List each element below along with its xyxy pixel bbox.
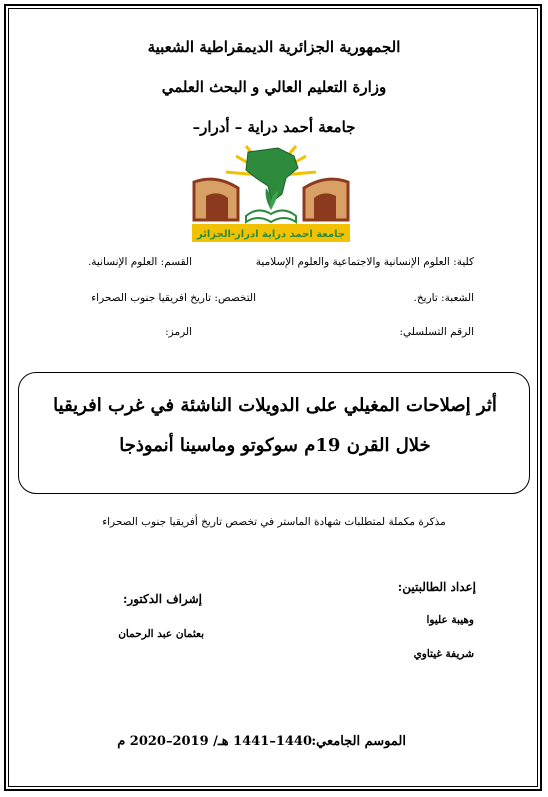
- memo-text: مذكرة مكملة لمتطلبات شهادة الماستر في تخصص تاريخ أفريقيا جنوب الصحراء: [102, 516, 446, 528]
- logo-caption: جامعة احمد دراية ادرار-الجزائر: [196, 229, 346, 240]
- left-door-icon: [206, 193, 228, 220]
- thesis-title-line-1: أثر إصلاحات المغيلي على الدويلات الناشئة في غرب افريقيا: [53, 395, 497, 416]
- ministry-heading: وزارة التعليم العالي و البحث العلمي: [161, 78, 387, 96]
- serial-field: الرقم التسلسلي:: [399, 326, 474, 338]
- supervisor-name: بعثمان عبد الرحمان: [118, 628, 204, 640]
- thesis-title-box: [18, 372, 530, 494]
- africa-icon: [246, 148, 298, 202]
- university-logo: [186, 138, 356, 246]
- specialty-field: التخصص: تاريخ افريقيا جنوب الصحراء: [91, 292, 256, 304]
- right-door-icon: [314, 193, 336, 220]
- academic-year-label: الموسم الجامعي:: [311, 734, 406, 749]
- student-name-2: شريفة غيتاوي: [413, 648, 474, 660]
- faculty-field: كلية: العلوم الإنسانية والاجتماعية والعلوم الإسلامية: [255, 256, 474, 268]
- academic-year-value: 1440–1441 هـ/ 2019–2020 م: [117, 734, 312, 749]
- book-icon: [246, 210, 296, 222]
- branch-field: الشعبة: تاريخ.: [413, 292, 474, 304]
- supervisor-label: إشراف الدكتور:: [122, 592, 202, 606]
- code-field: الرمز:: [165, 326, 192, 338]
- university-heading: جامعة أحمد دراية – أدرار–: [192, 118, 356, 136]
- republic-heading: الجمهورية الجزائرية الديمقراطية الشعبية: [147, 38, 401, 56]
- thesis-title-line-2: خلال القرن 19م سوكوتو وماسينا أنموذجا: [119, 435, 431, 456]
- department-field: القسم: العلوم الإنسانية.: [87, 256, 192, 268]
- student-name-1: وهيبة عليوا: [426, 614, 474, 626]
- students-label: إعداد الطالبتين:: [397, 580, 476, 594]
